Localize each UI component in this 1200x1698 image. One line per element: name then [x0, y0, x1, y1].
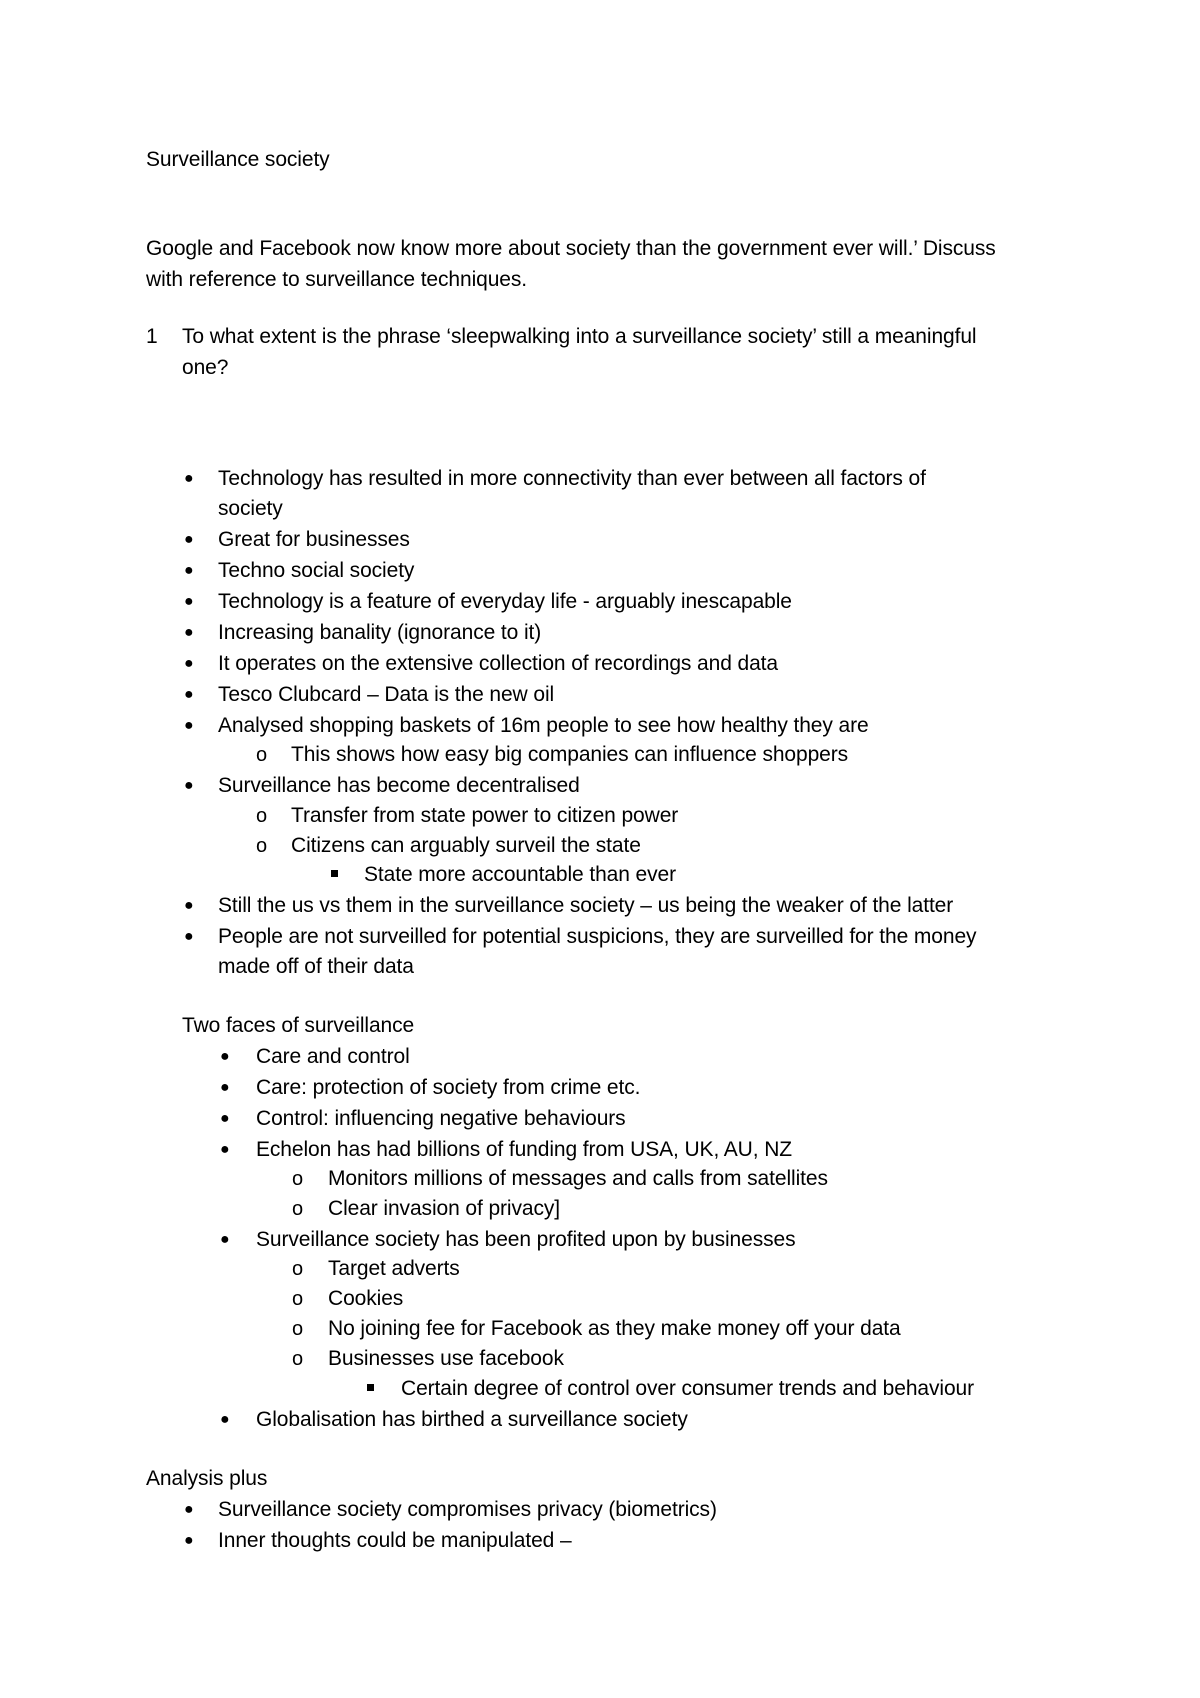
bullet-marker: ●	[184, 593, 194, 610]
square-marker	[331, 870, 338, 877]
bullet-marker: ●	[220, 1079, 230, 1096]
sub-list-item: Businesses use facebook	[328, 1347, 564, 1370]
bullet-marker: ●	[184, 777, 194, 794]
list-item: Great for businesses	[218, 528, 410, 551]
circle-marker: o	[292, 1288, 304, 1310]
bullet-marker: ●	[184, 470, 194, 487]
bullet-marker: ●	[184, 531, 194, 548]
list-item: Care: protection of society from crime etc.	[256, 1076, 641, 1099]
list-item: Surveillance society has been profited upon by businesses	[256, 1228, 796, 1251]
circle-marker: o	[292, 1198, 304, 1220]
circle-marker: o	[292, 1258, 304, 1280]
sub-sub-list-item: State more accountable than ever	[364, 863, 676, 886]
list-item: Analysed shopping baskets of 16m people to see how healthy they are	[218, 714, 869, 737]
list-item: Increasing banality (ignorance to it)	[218, 621, 542, 644]
square-marker	[367, 1384, 374, 1391]
bullet-marker: ●	[220, 1141, 230, 1158]
bullet-marker: ●	[184, 686, 194, 703]
list-item: Surveillance society compromises privacy (biometrics)	[218, 1498, 717, 1521]
list-item: Technology has resulted in more connectivity than ever between all factors of	[218, 467, 926, 490]
list-item: Echelon has had billions of funding from USA, UK, AU, NZ	[256, 1138, 793, 1161]
list-item-continuation: society	[218, 497, 283, 520]
list-item: Techno social society	[218, 559, 415, 582]
bullet-marker: ●	[184, 1501, 194, 1518]
sub-list-item: No joining fee for Facebook as they make money off your data	[328, 1317, 901, 1340]
bullet-marker: ●	[184, 717, 194, 734]
question-line-1: Google and Facebook now know more about society than the government ever will.’ Discuss	[146, 237, 996, 260]
section-heading-analysis: Analysis plus	[146, 1467, 268, 1490]
list-item: It operates on the extensive collection of recordings and data	[218, 652, 778, 675]
section-heading-two-faces: Two faces of surveillance	[182, 1014, 415, 1037]
circle-marker: o	[256, 805, 268, 827]
list-item: Tesco Clubcard – Data is the new oil	[218, 683, 555, 706]
bullet-marker: ●	[184, 655, 194, 672]
circle-marker: o	[292, 1168, 304, 1190]
sub-list-item: Transfer from state power to citizen power	[291, 804, 679, 827]
list-item-continuation: made off of their data	[218, 955, 414, 978]
question-line-2: with reference to surveillance techniques.	[146, 268, 528, 291]
numbered-item-line-1: To what extent is the phrase ‘sleepwalking into a surveillance society’ still a meaningful	[182, 325, 977, 348]
circle-marker: o	[292, 1348, 304, 1370]
sub-list-item: Target adverts	[328, 1257, 460, 1280]
sub-list-item: This shows how easy big companies can influence shoppers	[291, 743, 849, 766]
bullet-marker: ●	[184, 928, 194, 945]
list-item: Surveillance has become decentralised	[218, 774, 580, 797]
bullet-marker: ●	[220, 1048, 230, 1065]
list-item: People are not surveilled for potential suspicions, they are surveilled for the money	[218, 925, 977, 948]
list-item: Care and control	[256, 1045, 410, 1068]
bullet-marker: ●	[184, 1532, 194, 1549]
bullet-marker: ●	[184, 897, 194, 914]
sub-list-item: Citizens can arguably surveil the state	[291, 834, 641, 857]
list-item: Still the us vs them in the surveillance society – us being the weaker of the latter	[218, 894, 954, 917]
bullet-marker: ●	[184, 562, 194, 579]
sub-list-item: Cookies	[328, 1287, 404, 1310]
list-item: Globalisation has birthed a surveillance society	[256, 1408, 688, 1431]
numbered-item-line-2: one?	[182, 356, 229, 379]
circle-marker: o	[256, 744, 268, 766]
sub-list-item: Clear invasion of privacy]	[328, 1197, 560, 1220]
circle-marker: o	[256, 835, 268, 857]
list-item: Technology is a feature of everyday life - arguably inescapable	[218, 590, 792, 613]
sub-sub-list-item: Certain degree of control over consumer trends and behaviour	[401, 1377, 974, 1400]
list-item: Inner thoughts could be manipulated –	[218, 1529, 572, 1552]
circle-marker: o	[292, 1318, 304, 1340]
bullet-marker: ●	[184, 624, 194, 641]
sub-list-item: Monitors millions of messages and calls from satellites	[328, 1167, 828, 1190]
list-item: Control: influencing negative behaviours	[256, 1107, 626, 1130]
bullet-marker: ●	[220, 1411, 230, 1428]
bullet-marker: ●	[220, 1110, 230, 1127]
document-title: Surveillance society	[146, 148, 330, 171]
numbered-item-number: 1	[146, 325, 158, 348]
bullet-marker: ●	[220, 1231, 230, 1248]
